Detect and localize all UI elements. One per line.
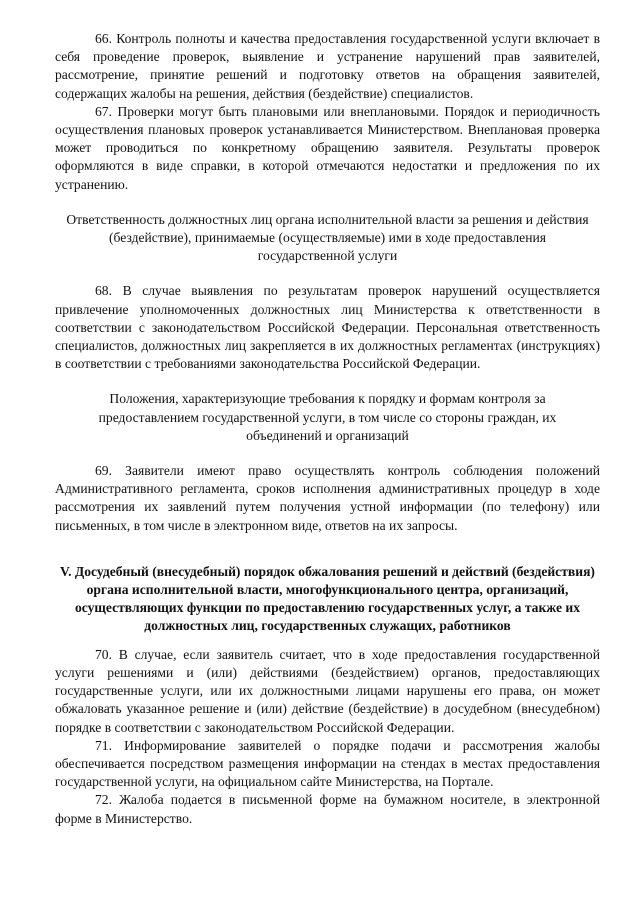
- paragraph-67: 67. Проверки могут быть плановыми или внеплановыми. Порядок и периодичность осуществления плановых проверок устанавливается Министерством. Внеплановая проверка может проводиться по конкретному обращению заявителя. Результаты проверок оформляются в виде справки, в которой отмечаются недостатки и предложения по их устранению.: [55, 103, 600, 192]
- paragraph-70: 70. В случае, если заявитель считает, что в ходе предоставления государственной услуги решениями и (или) действиями (бездействием) органов, предоставляющих государственные услуги, или их должностными лицами нарушены его права, он может обжаловать указанное решение и (или) действие (бездействие) в досудебном (внесудебном) порядке в соответствии с законодательством Российской Федерации.: [55, 646, 600, 735]
- paragraph-72: 72. Жалоба подается в письменной форме на бумажном носителе, в электронной форме в Министерство.: [55, 792, 600, 826]
- section-heading-control: Положения, характеризующие требования к порядку и формам контроля за предоставлением государственной услуги, в том числе со стороны граждан, их объединений и организаций: [98, 391, 557, 443]
- paragraph-71: 71. Информирование заявителей о порядке подачи и рассмотрения жалобы обеспечивается посредством размещения информации на стендах в местах предоставления государственной услуги, на официальном сайте Министерства, на Портале.: [55, 737, 600, 790]
- chapter-v-heading: V. Досудебный (внесудебный) порядок обжалования решений и действий (бездействия) органа исполнительной власти, многофункционального центра, организаций, осуществляющих функции по предоставлению государственных услуг, а также их должностных лиц, государственных служащих, работников: [60, 563, 595, 634]
- section-heading-responsibility: Ответственность должностных лиц органа исполнительной власти за решения и действия (бездействие), принимаемые (осуществляемые) ими в ходе предоставления государственной услуги: [66, 211, 589, 264]
- document-page: [55, 30, 600, 828]
- paragraph-66: 66. Контроль полноты и качества предоставления государственной услуги включает в себя проведение проверок, выявление и устранение нарушений прав заявителей, рассмотрение, принятие решений и подготовку ответов на обращения заявителей, содержащих жалобы на решения, действия (бездействие) специалистов.: [55, 31, 600, 101]
- paragraph-69: 69. Заявители имеют право осуществлять контроль соблюдения положений Административного регламента, сроков исполнения административных процедур в ходе рассмотрения их заявлений путем получения устной информации (по телефону) или письменных, в том числе в электронном виде, ответов на их запросы.: [55, 463, 600, 533]
- paragraph-68: 68. В случае выявления по результатам проверок нарушений осуществляется привлечение уполномоченных должностных лиц Министерства к ответственности в соответствии с законодательством Российской Федерации. Персональная ответственность специалистов, должностных лиц закрепляется в их должностных регламентах (инструкциях) в соответствии с требованиями законодательства Российской Федерации.: [55, 283, 600, 372]
